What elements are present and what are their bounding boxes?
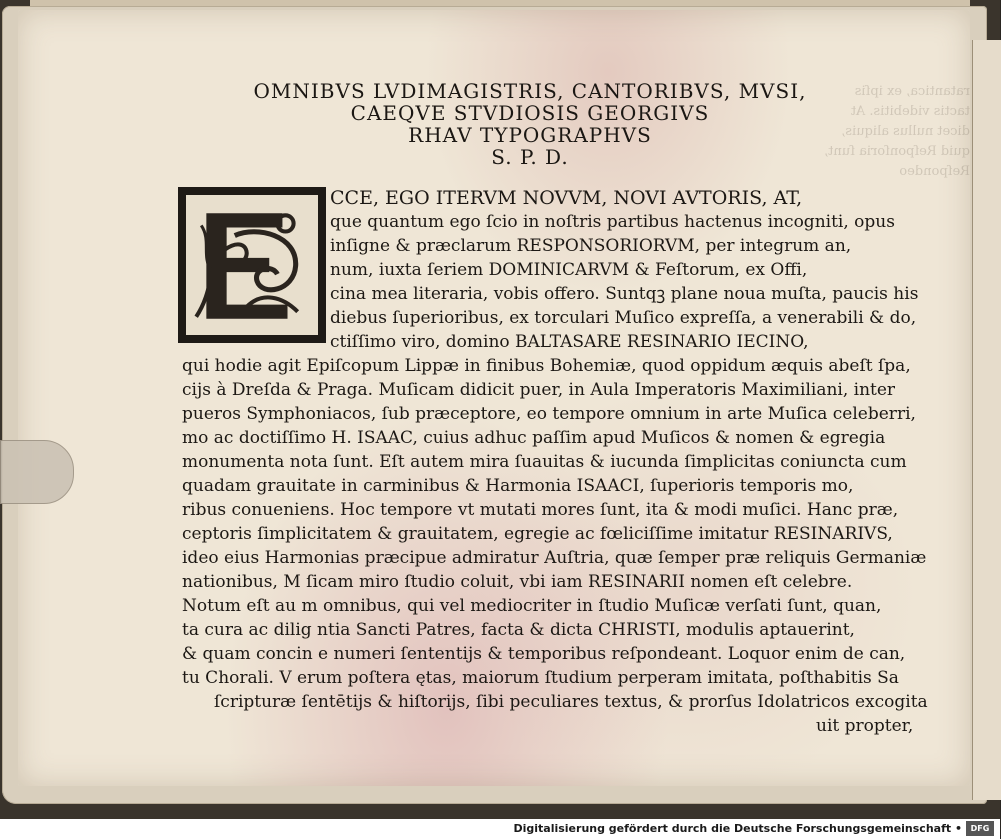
right-page-leaf [972,40,1001,800]
body-line: Notum eſt au m omnibus, qui vel mediocriter in ſtudio Muſicæ verſati ſunt, quan, [182,596,882,616]
body-line: ſcripturæ ſentētijs & hiſtorijs, ſibi peculiares textus, & prorſus Idolatricos excogita [214,692,928,712]
heading-line-2: CAEQVE STVDIOSIS GEORGIVS [350,101,710,125]
body-line: num, iuxta ſeriem DOMINICARVM & Feſtorum, ex Offi, [330,260,808,280]
body-line: que quantum ego ſcio in noſtris partibus hactenus incogniti, opus [330,212,895,232]
body-line: qui hodie agit Epiſcopum Lippæ in finibus Bohemiæ, quod oppidum æquis abeſt ſpa, [182,356,911,376]
body-line: ctiſſimo viro, domino BALTASARE RESINARIO IECINO, [330,332,809,352]
digitization-footer [0,819,1000,839]
body-line: monumenta nota ſunt. Eſt autem mira ſuauitas & iucunda ſimplicitas coniuncta cum [182,452,907,472]
dfg-logo-icon: DFG [966,821,994,836]
body-line: ribus conueniens. Hoc tempore vt mutati mores ſunt, ita & modi muſici. Hanc præ, [182,500,899,520]
body-line: nationibus, M ſicam miro ſtudio coluit, vbi iam RESINARII nomen eſt celebre. [182,572,853,592]
decorated-initial-e [178,187,326,343]
heading-line-1: OMNIBVS LVDIMAGISTRIS, CANTORIBVS, MVSI, [253,79,807,103]
body-line: ideo eius Harmonias præcipue admiratur Auſtria, quæ ſemper præ reliquis Germaniæ [182,548,927,568]
ornament-initial-icon [186,195,318,335]
heading-line-4: S. P. D. [491,145,569,169]
heading-line-3: RHAV TYPOGRAPHVS [408,123,652,147]
footer-credit: Digitalisierung gefördert durch die Deutsche Forschungsgemeinschaft • [513,822,962,835]
body-line: uit propter, [816,716,914,736]
body-line: diebus ſuperioribus, ex torculari Muſico expreſſa, a venerabili & do, [330,308,917,328]
body-line: tu Chorali. V erum poſtera ętas, maiorum ſtudium perperam imitata, poſthabitis Sa [182,668,899,688]
show-through-text: ratantica, ex ipſis tactis videbitis. At dicet nullus aliquis, quid Reſponſoria ſunt, Reſpondeo [824,84,970,179]
body-line: ceptoris ſimplicitatem & grauitatem, egregie ac fœliciſſime imitatur RESINARIVS, [182,524,893,544]
body-line: ta cura ac dilig ntia Sancti Patres, facta & dicta CHRISTI, modulis aptauerint, [182,620,855,640]
body-line: cina mea literaria, vobis offero. Suntqꝫ plane noua muſta, paucis his [330,284,919,304]
body-line: pueros Symphoniacos, ſub præceptore, eo tempore omnium in arte Muſica celeberri, [182,404,916,424]
body-line: mo ac doctiſſimo H. ISAAC, cuius adhuc paſſim apud Muſicos & nomen & egregia [182,428,886,448]
dedication-heading [200,80,860,168]
body-line: CCE, EGO ITERVM NOVVM, NOVI AVTORIS, AT, [330,187,803,209]
body-line: cijs à Dreſda & Praga. Muſicam didicit puer, in Aula Imperatoris Maximiliani, inter [182,380,896,400]
body-line: inſigne & præclarum RESPONSORIORVM, per integrum an, [330,236,852,256]
body-line: quadam grauitate in carminibus & Harmonia ISAACI, ſuperioris temporis mo, [182,476,854,496]
body-line: & quam concin e numeri ſententijs & temporibus reſpondeant. Loquor enim de can, [182,644,906,664]
page-tab-marker [0,440,74,504]
